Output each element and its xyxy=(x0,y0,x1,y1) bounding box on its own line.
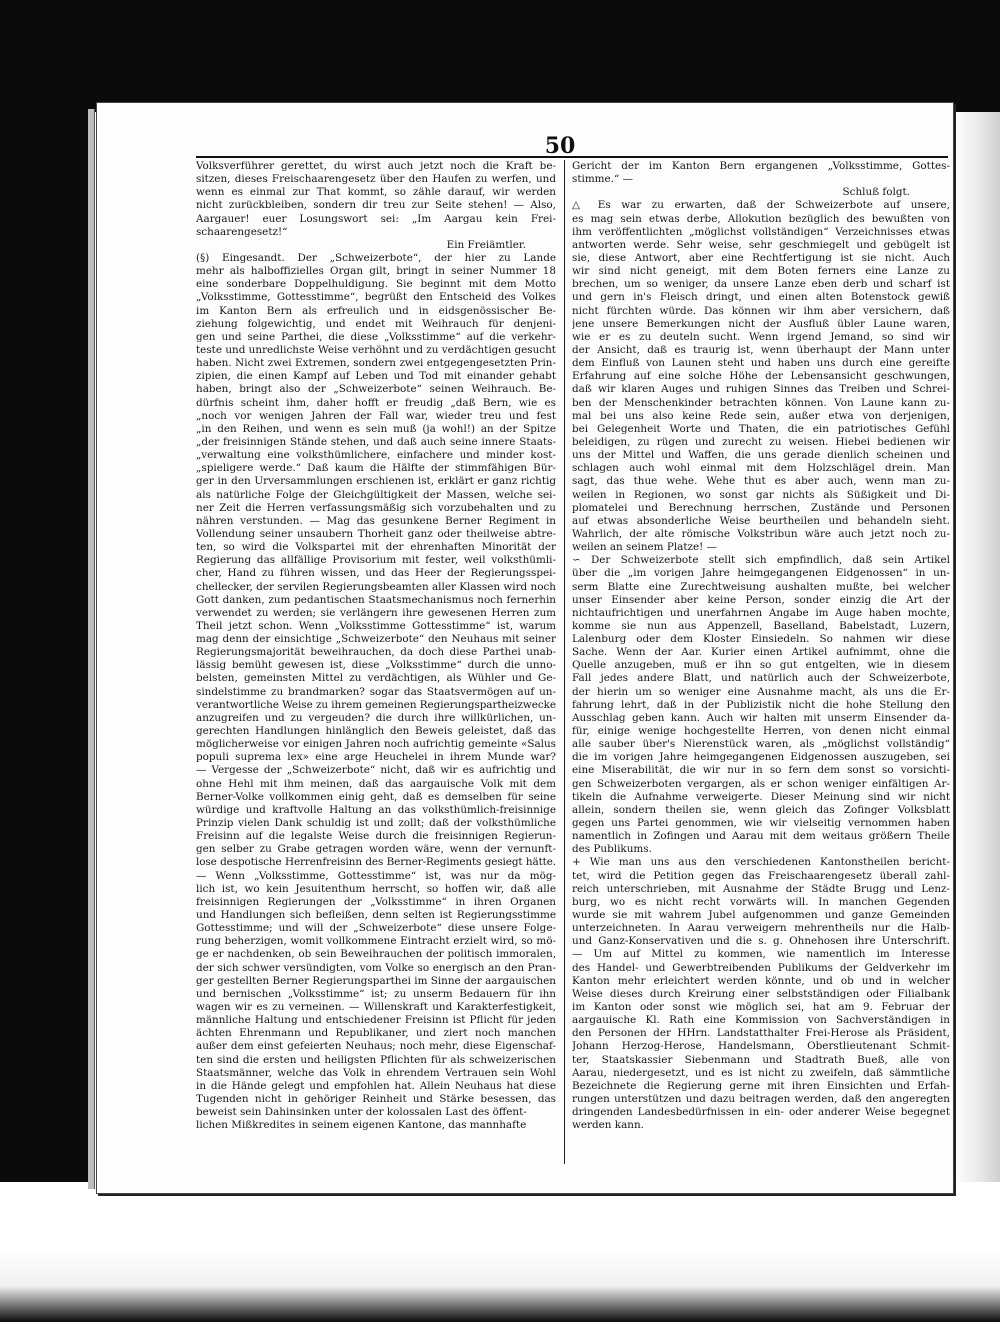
text-line: — Um auf Mittel zu kommen, wie namentlich im Interesse xyxy=(572,948,950,961)
text-line: Tugenden nicht in gehöriger Reinheit und Stärke besessen, das xyxy=(196,1092,556,1105)
text-line: daß wir klaren Auges und ruhigen Sinnes das Treiben und Schrei- xyxy=(572,383,950,396)
text-line: ge er nachdenken, ob sein Beweihrauchen der politisch immoralen, xyxy=(196,948,556,961)
text-line: über die „im vorigen Jahre heimgegangenen Eidgenossen“ in un- xyxy=(572,567,950,580)
text-line: des Publikums. xyxy=(572,843,652,856)
text-line: komme sie nun aus Appenzell, Baselland, Babelstadt, Luzern, xyxy=(572,619,950,632)
text-line: männliche Haltung und entschiedener Freisinn ist Pflicht für jeden xyxy=(196,1014,556,1027)
text-line: rung beherzigen, womit vollkommene Eintracht erzielt wird, so mö- xyxy=(196,935,556,948)
text-line: „noch vor wenigen Jahren der Fall war, wieder treu und fest xyxy=(196,409,556,422)
text-line: teste und unredlichste Weise verhöhnt und zu verdächtigen gesucht xyxy=(196,343,556,356)
text-line: Aargauer! euer Losungswort sei: „Im Aargau kein Frei- xyxy=(196,212,556,225)
text-line: bei Gelegenheit Worte und Thaten, die ein patriotisches Gefühl xyxy=(572,422,950,435)
text-line: burg, wo es nicht recht vorwärts will. In manchen Gegenden xyxy=(572,895,950,908)
text-line: Staatsmänner, welche das Volk in ehrendem Vertrauen sein Wohl xyxy=(196,1066,556,1079)
text-line: Lalenburg oder dem Kloster Einsiedeln. So nahmen wir diese xyxy=(572,633,950,646)
text-line: und Ganz-Konservativen und die s. g. Ohnehosen ihre Unterschrift. xyxy=(572,935,950,948)
text-line: schlagen auch wohl einmal mit dem Holzschlägel drein. Man xyxy=(572,462,950,475)
text-line: sie, diese Antwort, aber eine Rechtfertigung ist sie nicht. Auch xyxy=(572,251,950,264)
text-line: gen Schweizerboten vergargen, als er schon weniger einfältigen Ar- xyxy=(572,777,950,790)
text-line: Berner-Volke vollkommen einig geht, daß es demselben für seine xyxy=(196,790,556,803)
text-line: sagt, das thue wehe. Wehe thut es aber auch, wenn man zu- xyxy=(572,475,950,488)
text-line: den Personen der HHrn. Landstatthalter Frei-Herose als Präsident, xyxy=(572,1027,950,1040)
text-line: möglicherweise vor einigen Jahren noch aufrichtig gemeinte «Salus xyxy=(196,738,556,751)
text-line: verwendet zu werden; sie verlängern ihre gewesenen Herren zum xyxy=(196,606,556,619)
text-line: Bezeichnete die Regierung gerne mit ihren Einsichten und Erfah- xyxy=(572,1079,950,1092)
text-line: Sache. Wenn der Aar. Kurier einen Artikel aufnimmt, ohne die xyxy=(572,646,950,659)
text-line: wurde sie mit wahrem Jubel aufgenommen und ganze Gemeinden xyxy=(572,909,950,922)
text-line: rungen unterstützen und dazu beitragen werden, daß den angeregten xyxy=(572,1092,950,1105)
text-line: dringenden Landesbedürfnissen in ein- oder anderer Weise begegnet xyxy=(572,1106,950,1119)
text-line: Regierung das allfällige Provisorium mit fester, weil volksthümli- xyxy=(196,554,556,567)
text-line: nähren verstunden. — Mag das gesunkene Berner Regiment in xyxy=(196,514,556,527)
text-line: gerechten Handlungen hinlänglich den Beweis geleistet, daß das xyxy=(196,725,556,738)
text-line: aargauische Kl. Rath eine Kommission von Sachverständigen in xyxy=(572,1014,950,1027)
text-line: ohne Hehl mit ihm meinen, daß das aargauische Volk mit dem xyxy=(196,777,556,790)
text-line: Ausschlag geben kann. Auch wir halten mit unserm Einsender da- xyxy=(572,711,950,724)
text-line: ger gestellten Berner Regierungsparthei im Sinne der aargauischen xyxy=(196,974,556,987)
text-line: Volksverführer gerettet, du wirst auch jetzt noch die Kraft be- xyxy=(196,160,556,172)
text-line: mehr als halboffizielles Organ gilt, bringt in seiner Nummer 18 xyxy=(196,265,556,278)
text-line: Aarau, niedergesetzt, und es ist nicht zu zweifeln, daß sämmtliche xyxy=(572,1066,950,1079)
text-line: lich ist, wo kein Jesuitenthum herrscht, so hoffen wir, daß alle xyxy=(196,882,556,895)
text-line: freisinnigen Regierungen der „Volksstimme“ in ihren Organen xyxy=(196,895,556,908)
page-number: 50 xyxy=(544,133,576,159)
text-line: Kanton mehr erleichtert werden könnte, und ob und in welcher xyxy=(572,974,950,987)
text-line: dem Einfluß von Launen steht und haben uns durch eine gereifte xyxy=(572,357,950,370)
text-line: brechen, um so weniger, da unsere Lanze eben derb und scharf ist xyxy=(572,278,950,291)
text-line: Wahrlich, der alte römische Volkstribun wäre auch jetzt noch zu- xyxy=(572,527,950,540)
text-line: zipien, die einen Kampf auf Leben und Tod mit einander gehabt xyxy=(196,370,556,383)
text-line: wenn es einmal zur That kommt, so zähle darauf, wir werden xyxy=(196,186,556,199)
text-line: plomatelei und Berechnung herrschen, Zustände und Personen xyxy=(572,501,950,514)
text-line: beleidigen, zu rügen und zurecht zu weisen. Hiebei bedienen wir xyxy=(572,435,950,448)
text-line: in die Hände gelegt und empfohlen hat. Allein Neuhaus hat diese xyxy=(196,1079,556,1092)
text-line: im Kanton oder sonst wie möglich sei, hat am 9. Februar der xyxy=(572,1001,950,1013)
text-line: tikeln die Aufnahme verweigerte. Dieser Meinung sind wir nicht xyxy=(572,790,950,803)
text-line: antworten werde. Sehr weise, sehr geschmiegelt und gebügelt ist xyxy=(572,238,950,251)
scan-border-top xyxy=(0,0,1000,112)
text-line: ter, Staatskassier Siebenmann und Stadtrath Bueß, alle von xyxy=(572,1053,950,1066)
text-line: — Vergesse der „Schweizerbote“ nicht, daß wir es aufrichtig und xyxy=(196,764,556,777)
text-line: ∽ Der Schweizerbote stellt sich empfindlich, daß sein Artikel xyxy=(572,554,950,567)
text-line: außer dem einst gefeierten Neuhaus; noch mehr, diese Eigenschaf- xyxy=(196,1040,556,1053)
text-line: gen selber zu Grabe getragen worden wäre, wenn der vernunft- xyxy=(196,843,556,856)
text-line: ger in den Urversammlungen erschienen ist, erklärt er ganz richtig xyxy=(196,475,556,488)
text-line: ner Zeit die Herren verfassungsmäßig sich vorzubehalten und zu xyxy=(196,501,556,514)
text-line: als natürliche Folge der Gleichgültigkeit der Massen, welche sei- xyxy=(196,488,556,501)
text-line: wir sind nicht geneigt, mit dem Boten ferners eine Lanze zu xyxy=(572,265,950,278)
text-line: im Kanton Bern als erfreulich und in eidsgenössischer Be- xyxy=(196,304,556,317)
text-line: verantwortliche Weise zu ihrem gemeinen Regierungspartheizwecke xyxy=(196,698,556,711)
text-line: „der freisinnigen Stände stehen, und daß auch seine innere Staats- xyxy=(196,435,556,448)
text-line: es mag sein etwas derbe, Allokution bezüglich des bewußten von xyxy=(572,212,950,225)
text-line: wie er es zu deuteln sucht. Wenn irgend Jemand, so sind wir xyxy=(572,330,950,343)
text-line: jene unsere Bemerkungen nicht der Ausfluß übler Laune waren, xyxy=(572,317,950,330)
text-line: ten, so wird die Volkspartei mit der ehrenhaften Minorität der xyxy=(196,541,556,554)
text-line: ziehung folgewichtig, und endet mit Weihrauch für denjeni- xyxy=(196,317,556,330)
text-line: Fall jedes andere Blatt, und natürlich auch der Schweizerbote, xyxy=(572,672,950,685)
text-line: Quelle anzugeben, muß er ihn so gut entgelten, wie in diesem xyxy=(572,659,950,672)
text-line: (§) Eingesandt. Der „Schweizerbote“, der hier zu Lande xyxy=(196,251,556,264)
text-line: ächten Ehrenmann und Republikaner, und ziert noch manchen xyxy=(196,1027,556,1040)
text-line: Theil jetzt schon. Wenn „Volksstimme Gottesstimme“ ist, warum xyxy=(196,619,556,632)
column-divider xyxy=(564,160,565,1164)
text-line: Gottesstimme; und will der „Schweizerbote“ diese unsere Folge- xyxy=(196,922,556,935)
text-line: eine sonderbare Doppelhuldigung. Sie beginnt mit dem Motto xyxy=(196,278,556,291)
text-line: „Volksstimme, Gottesstimme“, begrüßt den Entscheid des Volkes xyxy=(196,291,556,304)
text-line: dürfnis scheint ihm, daher hofft er freudig „daß Bern, wie es xyxy=(196,396,556,409)
text-line: die im vorigen Jahre heimgegangenen Eidgenossen auszugeben, sei xyxy=(572,751,950,764)
article-signature: Ein Freiämtler. xyxy=(446,238,526,251)
text-line: der sich schwer versündigten, vom Volke so energisch an den Pran- xyxy=(196,961,556,974)
text-line: eine Miserabilität, die wir nur in so fern dem sonst so vorsichti- xyxy=(572,764,950,777)
text-line: Prinzip vielen Dank schuldig ist und zollt; daß der volksthümliche xyxy=(196,817,556,830)
text-line: allein, sondern theilen sie, wenn gleich das Zofinger Volksblatt xyxy=(572,803,950,816)
scan-border-left xyxy=(0,0,88,1322)
text-line: „in den Reihen, und wenn es sein muß (ja wohl!) an der Spitze xyxy=(196,422,556,435)
text-line: Johann Herzog-Herose, Handelsmann, Oberstlieutenant Schmit- xyxy=(572,1040,950,1053)
text-line: weilen an seinem Platze! — xyxy=(572,541,718,554)
text-line: Gott danken, zum pedantischen Staatsmechanismus noch fernerhin xyxy=(196,593,556,606)
text-line: belsten, gemeinsten Mittel zu verdächtigen, als Wühler und Ge- xyxy=(196,672,556,685)
text-line: namentlich in Zofingen und Aarau mit dem weitaus größern Theile xyxy=(572,830,950,843)
text-line: chellecker, der servilen Regierungsbeamten aller Klassen wird noch xyxy=(196,580,556,593)
text-line: ben der Menschenkinder betrachten können. Von Laune kann zu- xyxy=(572,396,950,409)
text-line: uns der Mittel und Waffen, die uns gerade dienlich scheinen und xyxy=(572,449,950,462)
text-line: weilen in Regionen, wo sonst gar nichts als Süßigkeit und Di- xyxy=(572,488,950,501)
text-line: Regierungsmajorität beweihrauchen, da doch diese Parthei unab- xyxy=(196,646,556,659)
text-line: ihm veröffentlichten „möglichst vollständigen“ Verzeichnisses etwas xyxy=(572,225,950,238)
text-line: und Handlungen sich befleißen, denn selten ist Regierungsstimme xyxy=(196,909,556,922)
text-line: gen und seine Parthei, die diese „Volksstimme“ auf die verkehr- xyxy=(196,330,556,343)
text-line: Erfahrung auf eine solche Höhe der Lebensansicht geschwungen, xyxy=(572,370,950,383)
text-line: schaarengesetz!“ xyxy=(196,225,288,238)
text-line: + Wie man uns aus den verschiedenen Kantonstheilen bericht- xyxy=(572,856,950,869)
text-line: unterzeichneten. In Aarau verweigern mehrentheils nur die Halb- xyxy=(572,922,950,935)
text-line: und bernischen „Volksstimme“ ist; zu unserm Bedauern für ihn xyxy=(196,987,556,1000)
text-line: für, einige wenige hochgestellte Herren, von denen nicht einmal xyxy=(572,725,950,738)
text-line: der hierin um so weniger eine Ausnahme macht, als uns die Er- xyxy=(572,685,950,698)
text-line: anzugreifen und zu vergeuden? die durch ihre willkürlichen, un- xyxy=(196,711,556,724)
text-line: reich unterschrieben, mit Ausnahme der Städte Brugg und Lenz- xyxy=(572,882,950,895)
right-column xyxy=(572,160,950,1160)
text-line: gegen uns Partei genommen, wie wir vielseitig vernommen haben xyxy=(572,817,950,830)
left-column xyxy=(196,160,556,1160)
text-line: nicht fürchten würde. Das können wir ihm aber versichern, daß xyxy=(572,304,950,317)
text-line: mal bei uns also keine Rede sein, außer etwa von derjenigen, xyxy=(572,409,950,422)
header-rule xyxy=(196,156,948,158)
text-line: fahrung lehrt, daß in der Publizistik nicht die hohe Stellung den xyxy=(572,698,950,711)
text-line: nicht zurückbleiben, sondern dir treu zur Seite stehen! — Also, xyxy=(196,199,556,212)
text-line: beweist sein Dahinsinken unter der kolossalen Last des öffent- xyxy=(196,1106,527,1119)
text-line: tet, wird die Petition gegen das Freischaarengesetz überall zahl- xyxy=(572,869,950,882)
text-line: Vollendung seiner unsaubern Thorheit ganz oder theilweise abtre- xyxy=(196,527,556,540)
text-line: „spieligere werde.“ Daß kaum die Hälfte der stimmfähigen Bür- xyxy=(196,462,556,475)
text-line: Gericht der im Kanton Bern ergangenen „Volksstimme, Gottes- xyxy=(572,160,950,172)
scan-border-bottom-band xyxy=(0,1250,1000,1322)
text-line: cher, Hand zu führen wissen, und das Heer der Regierungsspei- xyxy=(196,567,556,580)
text-line: sindelstimme zu brandmarken? sogar das Staatsvermögen auf un- xyxy=(196,685,556,698)
text-line: sitzen, dieses Freischaarengesetz über den Haufen zu werfen, und xyxy=(196,173,556,186)
text-line: haben. Nicht zwei Extremen, sondern zwei entgegengesetzten Prin- xyxy=(196,357,556,370)
text-line: unser Einsender aber keine Person, sonder einzig die Art der xyxy=(572,593,950,606)
continuation-note: Schluß folgt. xyxy=(842,186,910,199)
text-line: haben, bringt also der „Schweizerbote“ seinen Weihrauch. Be- xyxy=(196,383,556,396)
text-line: „verwaltung eine volksthümlichere, einfachere und minder kost- xyxy=(196,449,556,462)
text-line: auf etwas absonderliche Weise beurtheilen und behandeln sieht. xyxy=(572,514,950,527)
text-line: — Wenn „Volksstimme, Gottesstimme“ ist, was nur da mög- xyxy=(196,869,556,882)
text-line: des Handel- und Gewerbtreibenden Publikums der Geldverkehr im xyxy=(572,961,950,974)
text-line: stimme.“ — xyxy=(572,173,633,186)
text-line: mag denn der einsichtige „Schweizerbote“ den Neuhaus mit seiner xyxy=(196,633,556,646)
text-line: populi suprema lex» eine arge Heuchelei in ihrem Munde war? xyxy=(196,751,556,764)
text-line: wagen wir es zu verneinen. — Willenskraft und Karakterfestigkeit, xyxy=(196,1001,556,1013)
text-line: alle sauber über's Nierenstück waren, als „möglichst vollständig“ xyxy=(572,738,950,751)
text-line: würdige und kraftvolle Haltung an das volksthümlich-freisinnige xyxy=(196,803,556,816)
text-line: Weise dieses durch Kreirung einer selbstständigen oder Filialbank xyxy=(572,987,950,1000)
text-line: der Ansicht, daß es traurig ist, wenn überhaupt der Mann unter xyxy=(572,343,950,356)
text-line: werden kann. xyxy=(572,1119,644,1132)
text-line: serm Blatte eine Zurechtweisung aushalten mußte, bei welcher xyxy=(572,580,950,593)
text-line: ten sind die ersten und heiligsten Pflichten für als schweizerischen xyxy=(196,1053,556,1066)
text-line: △ Es war zu erwarten, daß der Schweizerbote auf unsere, xyxy=(572,199,950,212)
text-line: lässig bemüht gewesen ist, diese „Volksstimme“ durch die unno- xyxy=(196,659,556,672)
text-line: nichtaufrichtigen und unerfahrnen Angabe im Auge haben mochte, xyxy=(572,606,950,619)
text-line: und gern in's Fleisch dringt, und einen alten Botenstock gewiß xyxy=(572,291,950,304)
text-line: lose despotische Herrenfreisinn des Berner-Regiments gesiegt hätte. xyxy=(196,856,556,869)
text-line: Freisinn auf die legalste Weise durch die freisinnigen Regierun- xyxy=(196,830,556,843)
text-line: lichen Mißkredites in seinem eigenen Kantone, das mannhafte xyxy=(196,1119,527,1132)
scan-border-right xyxy=(955,112,1000,1192)
